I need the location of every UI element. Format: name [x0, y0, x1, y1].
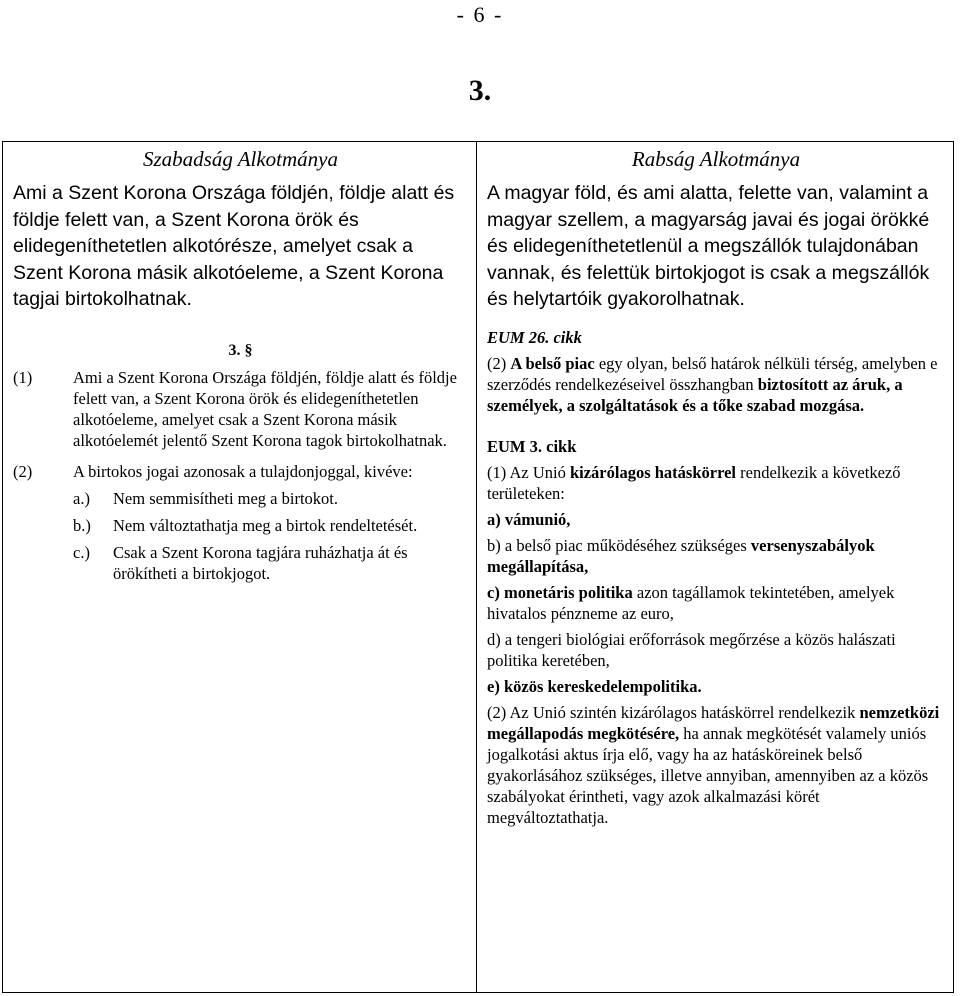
left-column: [3, 142, 477, 992]
sub-item-a: [13, 488, 468, 509]
eum3-paragraph-1: [487, 462, 945, 504]
page-number: - 6 -: [456, 2, 504, 27]
eum3-item-d: [487, 629, 945, 671]
paragraph-2: [13, 461, 468, 482]
section-number: 3.: [468, 74, 492, 107]
left-lead-text: Ami a Szent Korona Országa földjén, földje alatt és földje felett van, a Szent Korona örök és elidegeníthetetlen alkotórésze, amelyet csak a Szent Korona másik alkotóeleme, a Szent Korona tagjai birtokolhatnak.: [13, 182, 455, 310]
comparison-table: [2, 141, 954, 993]
eum3-bold: e) közös kereskedelempolitika.: [487, 676, 702, 696]
eum3-bold: versenyszabályok megállapítása,: [487, 535, 875, 576]
eum26-bold: A belső piac: [510, 353, 595, 373]
eum3-paragraph-2: [487, 702, 945, 828]
eum3-item-b: [487, 535, 945, 577]
eum3-bold: c) monetáris politika: [487, 582, 633, 602]
right-column-title: Rabság Alkotmánya: [631, 147, 801, 171]
sub-item-number: c.): [73, 542, 90, 562]
eum3-text: d) a tengeri biológiai erőforrások megőrzése a közös halászati politika keretében,: [487, 629, 896, 670]
eum3-heading: EUM 3. cikk: [487, 436, 577, 456]
sub-item-b: [13, 515, 468, 536]
eum3-bold: a) vámunió,: [487, 509, 571, 529]
eum3-bold: kizárólagos hatáskörrel: [569, 462, 737, 482]
eum26-text: egy olyan, belső határok nélküli térség, amelyben e szerződés rendelkezéseivel összhangban: [487, 353, 938, 394]
eum3-item-a: [487, 509, 945, 530]
right-column: [477, 142, 953, 992]
sub-item-c: [13, 542, 468, 584]
sub-item-number: b.): [73, 515, 91, 535]
eum3-text: rendelkezik a következő területeken:: [487, 462, 901, 503]
eum3-text: (1) Az Unió: [487, 462, 570, 482]
paragraph-text: Ami a Szent Korona Országa földjén, földje alatt és földje felett van, a Szent Korona örök és elidegeníthetetlen alkotóeleme, amelyet csak a Szent Korona másik alkotóelemét jelentő Szent Korona tagok birtokolhatnak.: [73, 367, 457, 450]
eum3-text: b) a belső piac működéséhez szükséges: [487, 535, 751, 555]
sub-item-text: Csak a Szent Korona tagjára ruházhatja át és örökítheti a birtokjogot.: [113, 542, 408, 583]
eum26-text: (2): [487, 353, 511, 373]
left-column-title: Szabadság Alkotmánya: [142, 147, 339, 171]
paragraph-number: (1): [13, 367, 33, 387]
sub-item-text: Nem változtathatja meg a birtok rendeltetését.: [113, 515, 418, 535]
eum3-text: ha annak megkötését valamely uniós jogalkotási aktus írja elő, vagy ha az hatásköreinek belső gyakorlásához szükséges, illetve annyiban, amennyiben az a közös szabályokat érintheti, vagy azok alkalmazási körét megváltoztathatja.: [487, 723, 929, 827]
paragraph-number: (2): [13, 461, 33, 481]
sub-item-text: Nem semmisítheti meg a birtokot.: [113, 488, 339, 508]
eum3-item-c: [487, 582, 945, 624]
eum3-item-e: [487, 676, 945, 697]
eum3-text: azon tagállamok tekintetében, amelyek hivatalos pénzneme az euro,: [487, 582, 895, 623]
eum26-heading: EUM 26. cikk: [487, 327, 582, 347]
eum3-text: (2) Az Unió szintén kizárólagos hatáskörrel rendelkezik: [487, 702, 860, 722]
eum26-bold: biztosított az áruk, a személyek, a szolgáltatások és a tőke szabad mozgása.: [487, 374, 903, 415]
paragraph-text: A birtokos jogai azonosak a tulajdonjoggal, kivéve:: [73, 461, 413, 481]
article-heading: 3. §: [228, 341, 253, 359]
right-lead-text: A magyar föld, és ami alatta, felette van, valamint a magyar szellem, a magyarság javai és jogai örökké és elidegeníthetetlenül a megszállók tulajdonában vannak, és felettük birtokjogot is csak a megszállók és helytartóik gyakorolhatnak.: [487, 182, 930, 310]
sub-item-number: a.): [73, 488, 90, 508]
paragraph-1: [13, 367, 468, 451]
eum26-paragraph: [487, 353, 945, 416]
eum3-bold: nemzetközi megállapodás megkötésére,: [487, 702, 940, 743]
